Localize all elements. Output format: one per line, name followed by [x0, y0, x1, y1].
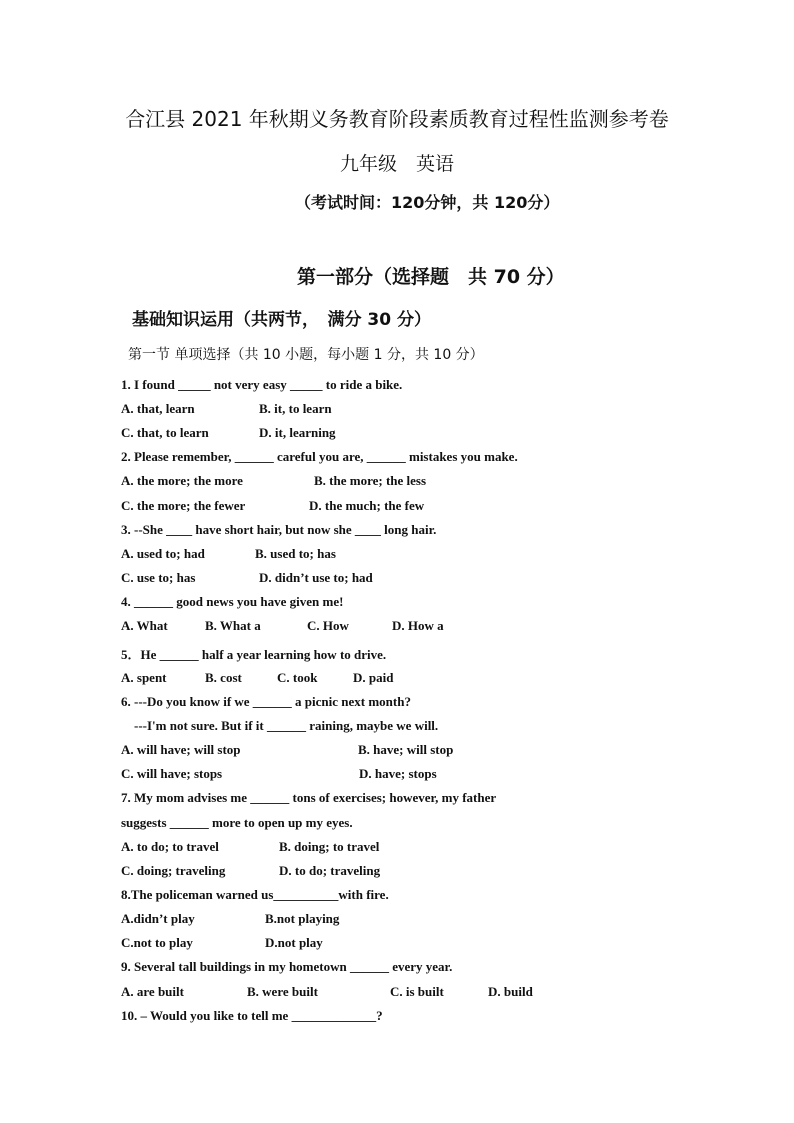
q5-option-c: C. took	[277, 670, 318, 685]
q9-option-c: C. is built	[390, 984, 444, 999]
q3-stem: 3. --She ____ have short hair, but now she ____ long hair.	[121, 522, 437, 537]
q5-option-a: A. spent	[121, 670, 167, 685]
q7-stem: 7. My mom advises me ______ tons of exercises; however, my father	[121, 790, 497, 805]
q10-stem: 10. – Would you like to tell me _____________?	[121, 1008, 383, 1023]
q5-stem: 5．He ______ half a year learning how to drive.	[121, 647, 387, 662]
q1-option-b: B. it, to learn	[259, 401, 332, 416]
q4-option-a: A. What	[121, 618, 168, 633]
q6-option-b: B. have; will stop	[358, 742, 454, 757]
q4-option-c: C. How	[307, 618, 349, 633]
q6-option-c: C. will have; stops	[121, 766, 223, 781]
q6-option-a: A. will have; will stop	[121, 742, 241, 757]
q6-option-d: D. have; stops	[359, 766, 437, 781]
q6-stem: 6. ---Do you know if we ______ a picnic next month?	[121, 694, 411, 709]
q3-option-c: C. use to; has	[121, 570, 196, 585]
q9-option-b: B. were built	[247, 984, 318, 999]
q3-option-d: D. didn’t use to; had	[259, 570, 373, 585]
q1-stem: 1. I found _____ not very easy _____ to ride a bike.	[121, 377, 403, 392]
q8-stem: 8.The policeman warned us__________with fire.	[121, 887, 389, 902]
exam-subtitle: 九年级 英语	[339, 153, 454, 175]
q1-option-a: A. that, learn	[121, 401, 195, 416]
q3-option-b: B. used to; has	[255, 546, 336, 561]
section-heading: 基础知识运用（共两节， 满分 30 分）	[132, 310, 431, 330]
exam-title: 合江县 2021 年秋期义务教育阶段素质教育过程性监测参考卷	[125, 107, 669, 131]
q2-stem: 2. Please remember, ______ careful you are, ______ mistakes you make.	[121, 449, 518, 464]
q6-stem-reply: ---I'm not sure. But if it ______ raining, maybe we will.	[134, 718, 439, 733]
subsection-heading: 第一节 单项选择（共 10 小题，每小题 1 分，共 10 分）	[128, 347, 484, 363]
q5-option-d: D. paid	[353, 670, 394, 685]
q2-option-d: D. the much; the few	[309, 498, 425, 513]
q8-option-b: B.not playing	[265, 911, 340, 926]
q9-option-d: D. build	[488, 984, 533, 999]
q7-option-a: A. to do; to travel	[121, 839, 219, 854]
q9-stem: 9. Several tall buildings in my hometown ______ every year.	[121, 959, 453, 974]
exam-time-note: （考试时间：120分钟，共 120分）	[295, 193, 560, 212]
q4-option-d: D. How a	[392, 618, 444, 633]
q3-option-a: A. used to; had	[121, 546, 205, 561]
q1-option-d: D. it, learning	[259, 425, 336, 440]
q2-option-a: A. the more; the more	[121, 473, 243, 488]
q4-option-b: B. What a	[205, 618, 261, 633]
q7-option-c: C. doing; traveling	[121, 863, 226, 878]
q7-option-b: B. doing; to travel	[279, 839, 380, 854]
q2-option-c: C. the more; the fewer	[121, 498, 246, 513]
q9-option-a: A. are built	[121, 984, 184, 999]
q7-option-d: D. to do; traveling	[279, 863, 381, 878]
q2-option-b: B. the more; the less	[314, 473, 427, 488]
q1-option-c: C. that, to learn	[121, 425, 209, 440]
q4-stem: 4. ______ good news you have given me!	[121, 594, 344, 609]
q8-option-a: A.didn’t play	[121, 911, 195, 926]
q8-option-d: D.not play	[265, 935, 323, 950]
q8-option-c: C.not to play	[121, 935, 193, 950]
part-one-heading: 第一部分（选择题 共 70 分）	[297, 266, 565, 288]
q7-stem-continued: suggests ______ more to open up my eyes.	[121, 815, 353, 830]
q5-option-b: B. cost	[205, 670, 242, 685]
